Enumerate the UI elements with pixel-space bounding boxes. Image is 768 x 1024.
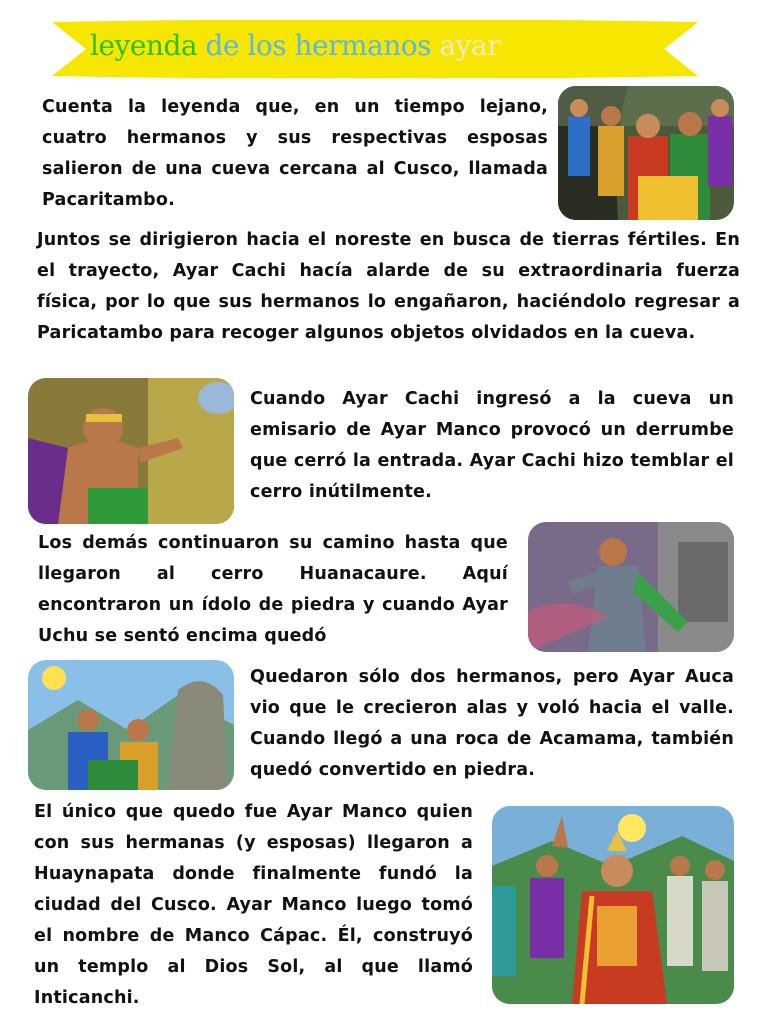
page-title — [90, 29, 500, 62]
illustration-ayar-cachi-cueva — [28, 378, 234, 524]
illustration-hermanos-cueva — [558, 86, 734, 220]
title-banner — [52, 20, 698, 78]
paragraph-5: Quedaron sólo dos hermanos, pero Ayar Auca vio que le crecieron alas y voló hacia el valle. Cuando llegó a una roca de Acamama, también quedó convertido en piedra. — [250, 667, 734, 780]
illustration-manco-capac — [492, 806, 734, 1004]
title-word-ayar: ayar — [439, 29, 500, 62]
title-words-de-los-hermanos: de los hermanos — [205, 29, 431, 62]
paragraph-1: Cuenta la leyenda que, en un tiempo lejano, cuatro hermanos y sus respectivas esposas salieron de una cueva cercana al Cusco, llamada Pacaritambo. — [42, 97, 548, 210]
paragraph-2: Juntos se dirigieron hacia el noreste en busca de tierras fértiles. En el trayecto, Ayar Cachi hacía alarde de su extraordinaria fuerza física, por lo que sus hermanos lo engañaron, haciéndolo regresar a Paricatambo para recoger algunos objetos olvidados en la cueva. — [37, 230, 740, 343]
title-word-leyenda: leyenda — [90, 29, 198, 62]
paragraph-6: El único que quedo fue Ayar Manco quien con sus hermanas (y esposas) llegaron a Huaynapata donde finalmente fundó la ciudad del Cusco. Ayar Manco luego tomó el nombre de Manco Cápac. Él, construyó un templo al Dios Sol, al que llamó Inticanchi. — [34, 802, 473, 1008]
paragraph-4: Los demás continuaron su camino hasta que llegaron al cerro Huanacaure. Aquí encontraron un ídolo de piedra y cuando Ayar Uchu se sentó encima quedó — [38, 533, 508, 646]
paragraph-3: Cuando Ayar Cachi ingresó a la cueva un emisario de Ayar Manco provocó un derrumbe que cerró la entrada. Ayar Cachi hizo temblar el cerro inútilmente. — [250, 389, 734, 502]
illustration-ayar-uchu-piedra — [528, 522, 734, 652]
illustration-ayar-auca-alas — [28, 660, 234, 790]
